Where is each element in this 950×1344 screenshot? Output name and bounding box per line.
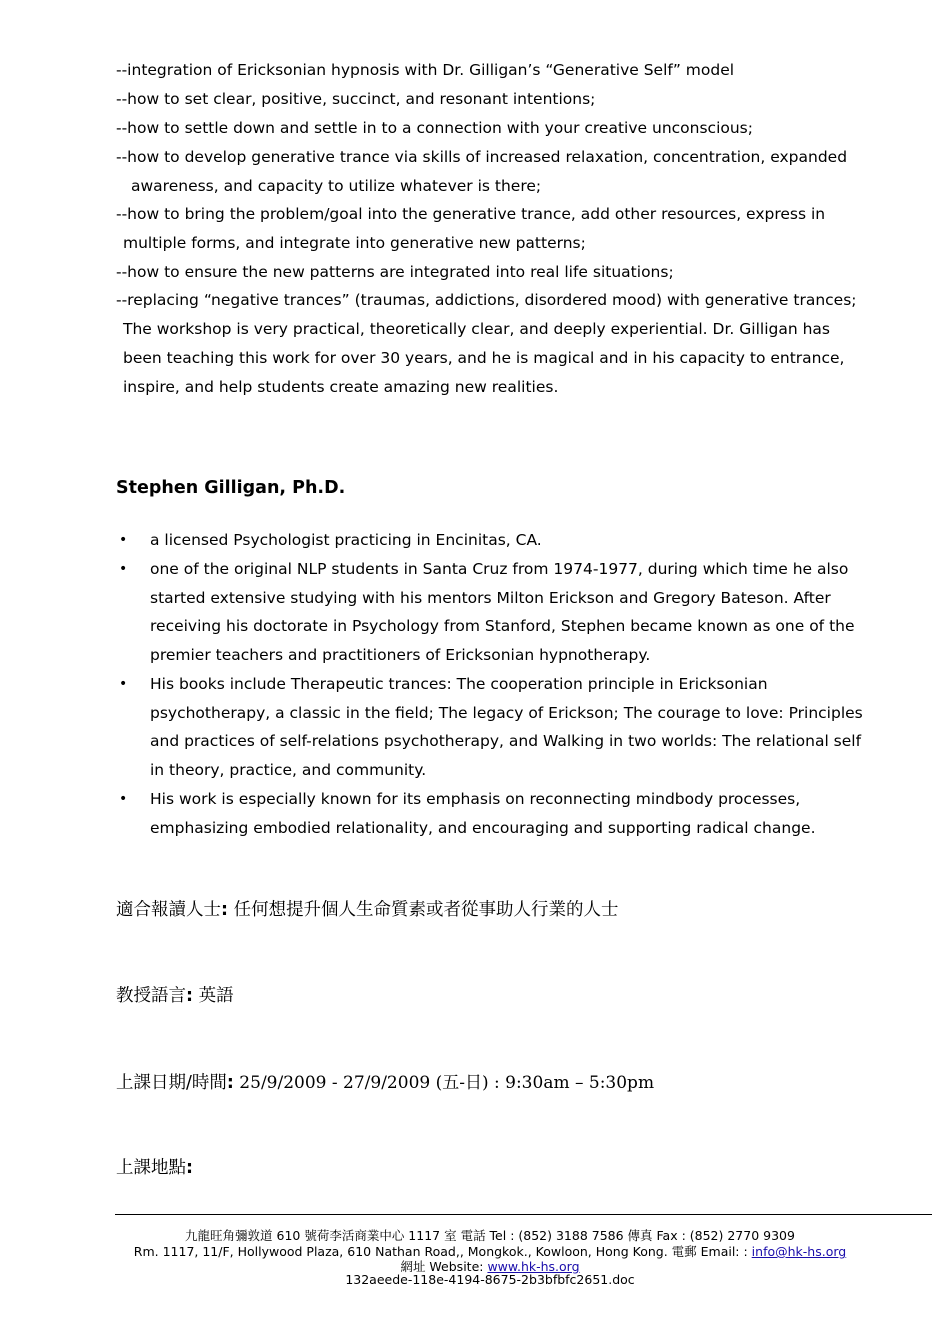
date-label: 上課日期/時間 xyxy=(116,1073,227,1093)
bullet-marker: • xyxy=(119,532,128,548)
bio-item-4-line-1: His work is especially known for its emphasis on reconnecting mindbody processes, xyxy=(150,790,801,808)
intro-line-9: --replacing “negative trances” (traumas, addictions, disordered mood) with generative trances; xyxy=(116,291,857,309)
intro-line-7: multiple forms, and integrate into generative new patterns; xyxy=(123,234,586,252)
website-link[interactable]: www.hk-hs.org xyxy=(487,1259,580,1274)
venue-section xyxy=(116,1154,193,1179)
bio-item-3-line-4: in theory, practice, and community. xyxy=(150,761,427,779)
bio-item-4-line-2: emphasizing embodied relationality, and encouraging and supporting radical change. xyxy=(150,819,816,837)
bio-item-3-line-2: psychotherapy, a classic in the field; The legacy of Erickson; The courage to love: Principles xyxy=(150,704,863,722)
bio-item-2-line-3: receiving his doctorate in Psychology from Stanford, Stephen became known as one of the xyxy=(150,617,855,635)
bio-item-1-line-1: a licensed Psychologist practicing in Encinitas, CA. xyxy=(150,531,542,549)
intro-line-4: --how to develop generative trance via skills of increased relaxation, concentration, expanded xyxy=(116,148,848,166)
audience-section xyxy=(116,896,619,921)
bio-item-2-line-2: started extensive studying with his mentors Milton Erickson and Gregory Bateson. After xyxy=(150,589,831,607)
bio-item-3-line-1: His books include Therapeutic trances: The cooperation principle in Ericksonian xyxy=(150,675,768,693)
email-link[interactable]: info@hk-hs.org xyxy=(751,1244,847,1259)
venue-label: 上課地點 xyxy=(116,1158,186,1178)
bullet-marker: • xyxy=(119,676,128,692)
language-value: 英語 xyxy=(193,986,234,1006)
bullet-marker: • xyxy=(119,561,128,577)
intro-line-5: awareness, and capacity to utilize whatever is there; xyxy=(131,177,542,195)
intro-line-2: --how to set clear, positive, succinct, and resonant intentions; xyxy=(116,90,596,108)
bullet-marker: • xyxy=(119,791,128,807)
colon: : xyxy=(221,900,228,920)
footer-address-chinese: 九龍旺角彌敦道 610 號荷李活商業中心 1117 室 電話 Tel : (852) 3188 7586 傳真 Fax : (852) 2770 9309 xyxy=(185,1228,795,1243)
footer-divider xyxy=(115,1214,932,1215)
footer-filename: 132aeede-118e-4194-8675-2b3bfbfc2651.doc xyxy=(345,1272,635,1287)
intro-line-12: inspire, and help students create amazing new realities. xyxy=(123,378,559,396)
bio-item-2-line-4: premier teachers and practitioners of Ericksonian hypnotherapy. xyxy=(150,646,651,664)
audience-label: 適合報讀人士 xyxy=(116,900,221,920)
intro-line-3: --how to settle down and settle in to a connection with your creative unconscious; xyxy=(116,119,753,137)
colon: : xyxy=(186,986,193,1006)
footer-website-label: 網址 Website: xyxy=(400,1259,488,1274)
language-section xyxy=(116,982,234,1007)
footer-address-text: Rm. 1117, 11/F, Hollywood Plaza, 610 Nathan Road,, Mongkok., Kowloon, Hong Kong. 電郵 Email: : xyxy=(133,1244,752,1259)
bio-item-2-line-1: one of the original NLP students in Santa Cruz from 1974-1977, during which time he also xyxy=(150,560,849,578)
language-label: 教授語言 xyxy=(116,986,186,1006)
bio-item-3-line-3: and practices of self-relations psychotherapy, and Walking in two worlds: The relational self xyxy=(150,732,862,750)
intro-line-6: --how to bring the problem/goal into the generative trance, add other resources, express in xyxy=(116,205,826,223)
colon: : xyxy=(186,1158,193,1178)
date-value: 25/9/2009 - 27/9/2009 (五-日) : 9:30am – 5:30pm xyxy=(233,1073,655,1093)
intro-line-1: --integration of Ericksonian hypnosis with Dr. Gilligan’s “Generative Self” model xyxy=(116,61,735,79)
intro-line-8: --how to ensure the new patterns are integrated into real life situations; xyxy=(116,263,674,281)
date-section xyxy=(116,1068,654,1094)
intro-line-10: The workshop is very practical, theoretically clear, and deeply experiential. Dr. Gilligan has xyxy=(123,320,830,338)
intro-line-11: been teaching this work for over 30 years, and he is magical and in his capacity to entrance, xyxy=(123,349,845,367)
audience-value: 任何想提升個人生命質素或者從事助人行業的人士 xyxy=(228,900,619,920)
bio-heading: Stephen Gilligan, Ph.D. xyxy=(116,478,346,498)
colon: : xyxy=(226,1073,234,1093)
